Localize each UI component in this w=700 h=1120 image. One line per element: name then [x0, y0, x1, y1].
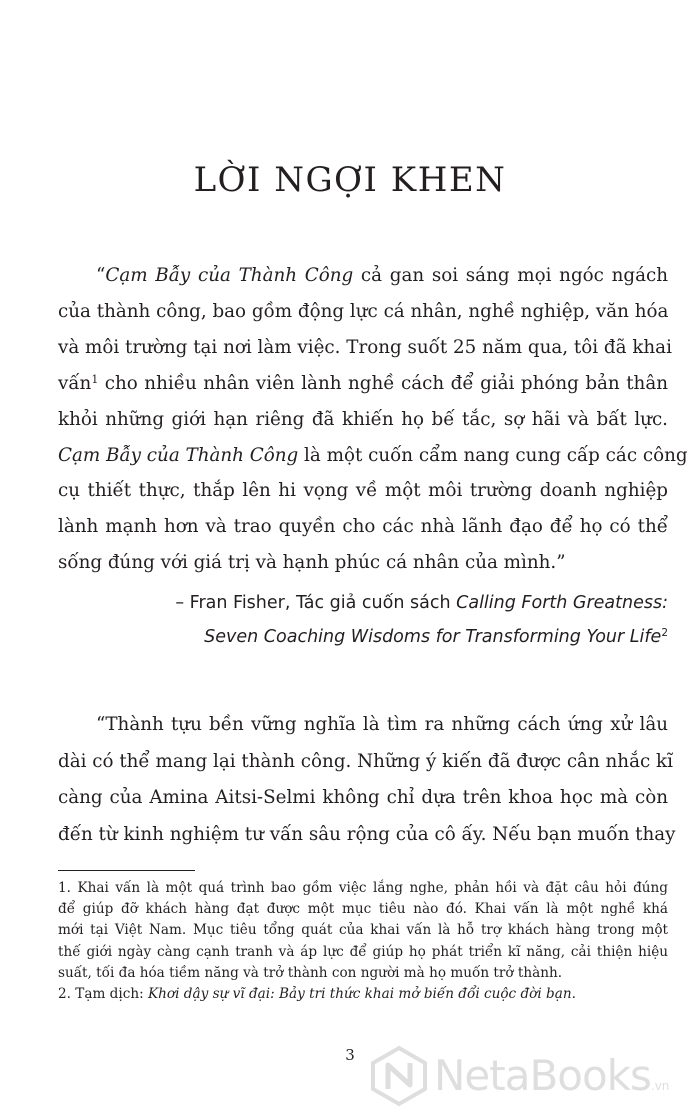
praise-quote-2	[58, 707, 676, 853]
praise-quote-1	[58, 258, 688, 581]
footnote-divider	[58, 870, 195, 871]
watermark-text	[434, 1051, 669, 1100]
quote2-line: càng của Amina Aitsi-Selmi không chỉ dựa trên khoa học mà còn	[58, 787, 668, 808]
watermark-brand: NetaBooks	[434, 1051, 651, 1100]
quote2-line: “Thành tựu bền vững nghĩa là tìm ra những cách ứng xử lâu	[96, 714, 668, 735]
quote1-line: của thành công, bao gồm động lực cá nhân, nghề nghiệp, văn hóa	[58, 300, 669, 322]
footnote-1-line: suất, tối đa hóa tiềm năng và trở thành con người mà họ muốn trở thành.	[58, 964, 563, 981]
quote-mark: “	[96, 265, 106, 286]
footnote-2-title: Khơi dậy sự vĩ đại: Bảy tri thức khai mở biến đổi cuộc đời bạn.	[148, 986, 576, 1003]
footnote-2	[58, 984, 668, 1005]
book-title-italic: Cạm Bẫy của Thành Công	[58, 444, 299, 466]
footnote-1-line: để giúp đỡ khách hàng đạt được một mục tiêu nào đó. Khai vấn là một nghề khá	[58, 901, 668, 918]
netabooks-logo-icon	[368, 1045, 430, 1107]
watermark-suffix: .vn	[650, 1079, 670, 1093]
quote1-text: cho nhiều nhân viên lành nghề cách để giải phóng bản thân	[98, 372, 668, 394]
book-title-italic: Cạm Bẫy của Thành Công	[105, 265, 354, 286]
quote1-text: vấn	[58, 372, 92, 394]
page-number: 3	[345, 1046, 355, 1064]
quote1-line	[58, 438, 688, 474]
footnote-1-line: thế giới ngày càng cạnh tranh và áp lực để giúp họ phát triển kĩ năng, cải thiện hiệu	[58, 943, 668, 960]
footnotes	[58, 878, 668, 1005]
footnote-ref-2: 2	[661, 627, 668, 640]
attribution-book-title: Calling Forth Greatness:	[456, 593, 668, 613]
quote1-text: là một cuốn cẩm nang cung cấp các công	[298, 444, 688, 466]
attribution-book-title: Seven Coaching Wisdoms for Transforming Your Life	[204, 627, 662, 647]
footnote-1-line: mới tại Việt Nam. Mục tiêu tổng quát của khai vấn là hỗ trợ khách hàng trong một	[58, 922, 668, 939]
quote1-line: khỏi những giới hạn riêng đã khiến họ bế tắc, sợ hãi và bất lực.	[58, 408, 668, 430]
quote1-line: lành mạnh hơn và trao quyền cho các nhà lãnh đạo để họ có thể	[58, 516, 668, 538]
netabooks-watermark	[366, 1047, 696, 1107]
quote2-line: dài có thể mang lại thành công. Những ý kiến đã được cân nhắc kĩ	[58, 750, 673, 772]
attribution-line	[48, 620, 668, 654]
footnote-1-line: 1. Khai vấn là một quá trình bao gồm việc lắng nghe, phản hồi và đặt câu hỏi đúng	[58, 880, 668, 896]
quote1-line: và môi trường tại nơi làm việc. Trong suốt 25 năm qua, tôi đã khai	[58, 336, 672, 358]
quote1-line: sống đúng với giá trị và hạnh phúc cá nhân của mình.”	[58, 552, 566, 574]
page-title: LỜI NGỢI KHEN	[193, 160, 507, 200]
quote2-line: đến từ kinh nghiệm tư vấn sâu rộng của cô ấy. Nếu bạn muốn thay	[58, 823, 676, 845]
quote1-text: cả gan soi sáng mọi ngóc ngách	[353, 265, 668, 286]
quote1-line	[58, 366, 668, 402]
attribution-author: – Fran Fisher, Tác giả cuốn sách	[175, 593, 457, 613]
attribution-line	[48, 586, 668, 620]
quote1-line: cụ thiết thực, thắp lên hi vọng về một môi trường doanh nghiệp	[58, 480, 668, 502]
footnote-2-label: 2. Tạm dịch:	[58, 986, 148, 1003]
quote1-attribution	[48, 586, 668, 654]
quote1-line	[58, 258, 668, 294]
footnote-ref-1: 1	[91, 372, 99, 386]
